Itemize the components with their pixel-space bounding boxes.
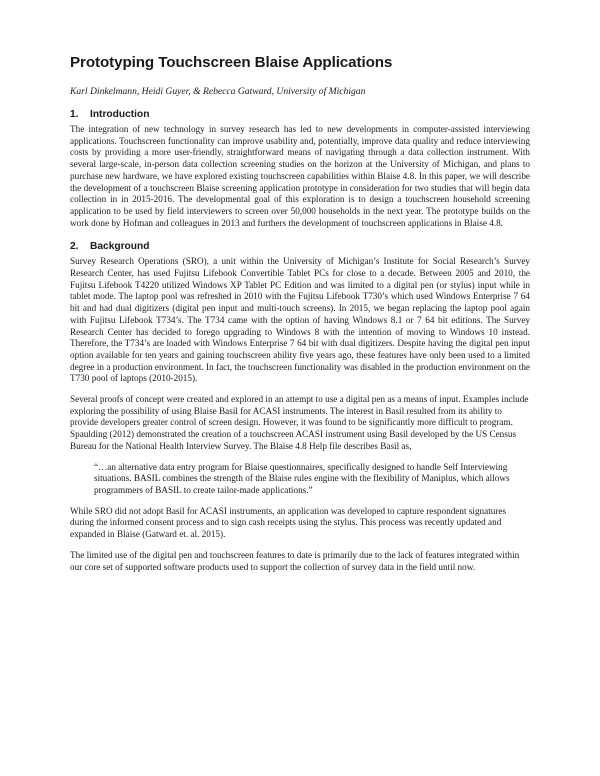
section-title: Background	[90, 241, 150, 253]
section-number: 2.	[70, 241, 79, 253]
paper-title: Prototyping Touchscreen Blaise Applications	[70, 54, 393, 71]
section-number: 1.	[70, 109, 79, 120]
background-paragraph-4: The limited use of the digital pen and touchscreen features to date is primarily due to the lack of features integrated within our core set of supported software products used to support the collection of survey data in the field until now.	[70, 549, 520, 572]
section-heading-introduction	[70, 109, 530, 121]
intro-paragraph: The integration of new technology in survey research has led to new developments in computer-assisted interviewing applications. Touchscreen functionality can improve usability and, potentially, improve data quality and reduce interviewing costs by providing a more user-friendly, straightforward means of navigating through a data collection instrument. With several large-scale, in-person data collection screening studies on the horizon at the University of Michigan, and plans to purchase new hardware, we have explored existing touchscreen capabilities within Blaise 4.8. In this paper, we will describe the development of a touchscreen Blaise screening application prototype in consideration for two studies that will begin data collection in in 2015-2016. The developmental goal of this exploration is to design a touchscreen household screening application to be used by field interviewers to screen over 50,000 households in the next year. The prototype builds on the work done by Hofman and colleagues in 2013 and furthers the development of touchscreen applications in Blaise 4.8.	[70, 124, 530, 228]
background-paragraph-3: While SRO did not adopt Basil for ACASI instruments, an application was developed to capture respondent signatures during the informed consent process and to sign cash receipts using the stylus. This process was recently updated and expanded in Blaise (Gatward et. al. 2015).	[70, 505, 507, 540]
author-line: Karl Dinkelmann, Heidi Guyer, & Rebecca Gatward, University of Michigan	[70, 86, 366, 97]
basil-quote: “…an alternative data entry program for Blaise questionnaires, specifically designed to handle Self Interviewing situations. BASIL combines the strength of the Blaise rules engine with the flexibility of Maniplus, which allows programmers of BASIL to create tailor-made applications.”	[94, 461, 510, 495]
section-title: Introduction	[90, 109, 150, 120]
section-heading-background	[70, 241, 530, 253]
background-paragraph-2: Several proofs of concept were created and explored in an attempt to use a digital pen as a means of input. Examples include exploring the possibility of using Blaise Basil for ACASI instruments. The interest in Basil resulted from its ability to provide developers greater control of screen design. However, it was found to be significantly more difficult to program. Spaulding (2012) demonstrated the creation of a touchscreen ACASI instrument using Basil developed by the US Census Bureau for the National Health Interview Survey. The Blaise 4.8 Help file describes Basil as,	[70, 394, 529, 451]
background-paragraph-1: Survey Research Operations (SRO), a unit within the University of Michigan’s Institute for Social Research’s Survey Research Center, has used Fujitsu Lifebook Convertible Tablet PCs for close to a decade. Between 2005 and 2010, the Fujitsu Lifebook T4220 utilized Windows XP Tablet PC Edition and was limited to a digital pen (or stylus) input while in tablet mode. The laptop pool was refreshed in 2010 with the Fujitsu Lifebook T730’s which used Windows Enterprise 7 64 bit and had dual digitizers (digital pen input and multi-touch screens). In 2015, we began replacing the laptop pool again with Fujitsu Lifebook T734’s. The T734 came with the option of having Windows 8.1 or 7 64 bit editions. The Survey Research Center has decided to forego upgrading to Windows 8 with the intention of moving to Windows 10 instead. Therefore, the T734’s are loaded with Windows Enterprise 7 64 bit with dual digitizers. Despite having the digital pen input option available for ten years and gaining touchscreen ability five years ago, these features have only been used to a limited degree in a production environment. In fact, the touchscreen functionality was disabled in the production environment on the T730 pool of laptops (2010-2015).	[70, 256, 530, 384]
